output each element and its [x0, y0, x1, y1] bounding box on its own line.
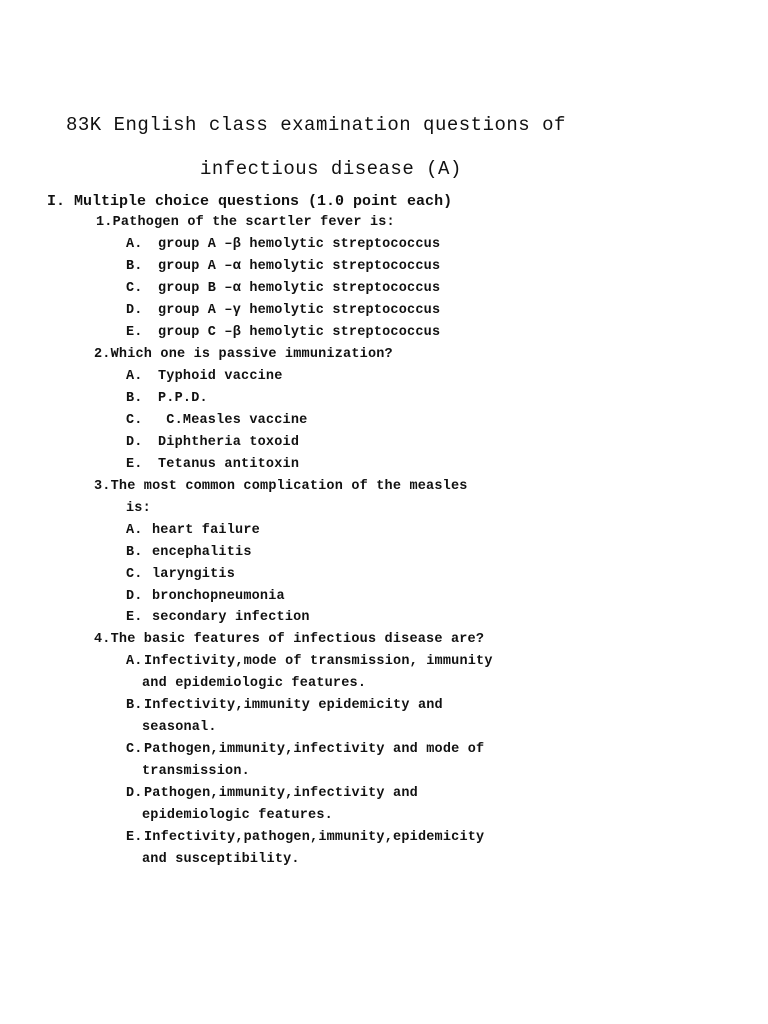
question-2-option-d — [126, 436, 299, 450]
option-text: C.Measles vaccine — [158, 413, 308, 428]
option-label: D. — [126, 589, 143, 604]
document-title-line-1: 83K English class examination questions of — [66, 114, 566, 136]
question-3-option-c — [126, 568, 235, 582]
question-3-stem-continuation: is: — [126, 501, 151, 516]
option-label: E. — [126, 830, 143, 845]
option-label: E. — [126, 610, 143, 625]
option-text: P.P.D. — [158, 391, 208, 406]
question-4-option-b-continuation: seasonal. — [142, 720, 217, 735]
question-4-option-e-continuation: and susceptibility. — [142, 852, 300, 867]
option-text: Infectivity,pathogen,immunity,epidemicity — [144, 830, 485, 845]
option-text: heart failure — [152, 523, 260, 538]
option-text: Diphtheria toxoid — [158, 435, 300, 450]
option-text: laryngitis — [152, 567, 236, 582]
option-text: Tetanus antitoxin — [158, 457, 300, 472]
option-label: A. — [126, 237, 143, 252]
question-4-option-c — [126, 743, 484, 757]
option-label: D. — [126, 786, 143, 801]
option-text: group A –γ hemolytic streptococcus — [158, 303, 441, 318]
question-3-stem: 3.The most common complication of the measles — [94, 479, 468, 494]
section-heading: I. Multiple choice questions (1.0 point each) — [47, 193, 453, 210]
question-4-option-a-continuation: and epidemiologic features. — [142, 676, 367, 691]
option-text: encephalitis — [152, 545, 252, 560]
option-label: C. — [126, 413, 143, 428]
question-4-option-d-continuation: epidemiologic features. — [142, 808, 333, 823]
question-1-option-a — [126, 238, 440, 252]
question-3-option-b — [126, 546, 252, 560]
question-1-option-e — [126, 326, 440, 340]
question-1-option-d — [126, 304, 440, 318]
question-1-option-b — [126, 260, 440, 274]
question-3-option-a — [126, 524, 260, 538]
option-label: C. — [126, 742, 143, 757]
question-2-option-e — [126, 458, 299, 472]
option-label: C. — [126, 567, 143, 582]
option-label: E. — [126, 457, 143, 472]
question-4-option-c-continuation: transmission. — [142, 764, 250, 779]
option-label: B. — [126, 545, 143, 560]
question-4-option-d — [126, 787, 418, 801]
question-1-option-c — [126, 282, 440, 296]
option-label: A. — [126, 369, 143, 384]
option-text: Typhoid vaccine — [158, 369, 283, 384]
option-text: Infectivity,immunity epidemicity and — [144, 698, 443, 713]
option-label: D. — [126, 435, 143, 450]
option-text: Pathogen,immunity,infectivity and mode of — [144, 742, 485, 757]
option-label: E. — [126, 325, 143, 340]
document-title-line-2: infectious disease (A) — [200, 158, 462, 180]
option-text: group B –α hemolytic streptococcus — [158, 281, 441, 296]
question-4-stem: 4.The basic features of infectious disease are? — [94, 632, 485, 647]
option-text: Pathogen,immunity,infectivity and — [144, 786, 418, 801]
option-text: group A –β hemolytic streptococcus — [158, 237, 441, 252]
option-text: group C –β hemolytic streptococcus — [158, 325, 441, 340]
option-label: D. — [126, 303, 143, 318]
question-2-option-a — [126, 370, 283, 384]
question-3-option-e — [126, 611, 310, 625]
option-label: B. — [126, 259, 143, 274]
option-text: Infectivity,mode of transmission, immunity — [144, 654, 493, 669]
option-text: bronchopneumonia — [152, 589, 285, 604]
question-2-option-c — [126, 414, 307, 428]
option-text: secondary infection — [152, 610, 310, 625]
question-2-stem: 2.Which one is passive immunization? — [94, 347, 393, 362]
question-1-stem: 1.Pathogen of the scartler fever is: — [96, 215, 395, 230]
option-label: B. — [126, 391, 143, 406]
question-2-option-b — [126, 392, 208, 406]
option-text: group A –α hemolytic streptococcus — [158, 259, 441, 274]
option-label: A. — [126, 654, 143, 669]
question-4-option-a — [126, 655, 493, 669]
option-label: C. — [126, 281, 143, 296]
option-label: B. — [126, 698, 143, 713]
question-4-option-b — [126, 699, 443, 713]
option-label: A. — [126, 523, 143, 538]
question-4-option-e — [126, 831, 484, 845]
question-3-option-d — [126, 590, 285, 604]
